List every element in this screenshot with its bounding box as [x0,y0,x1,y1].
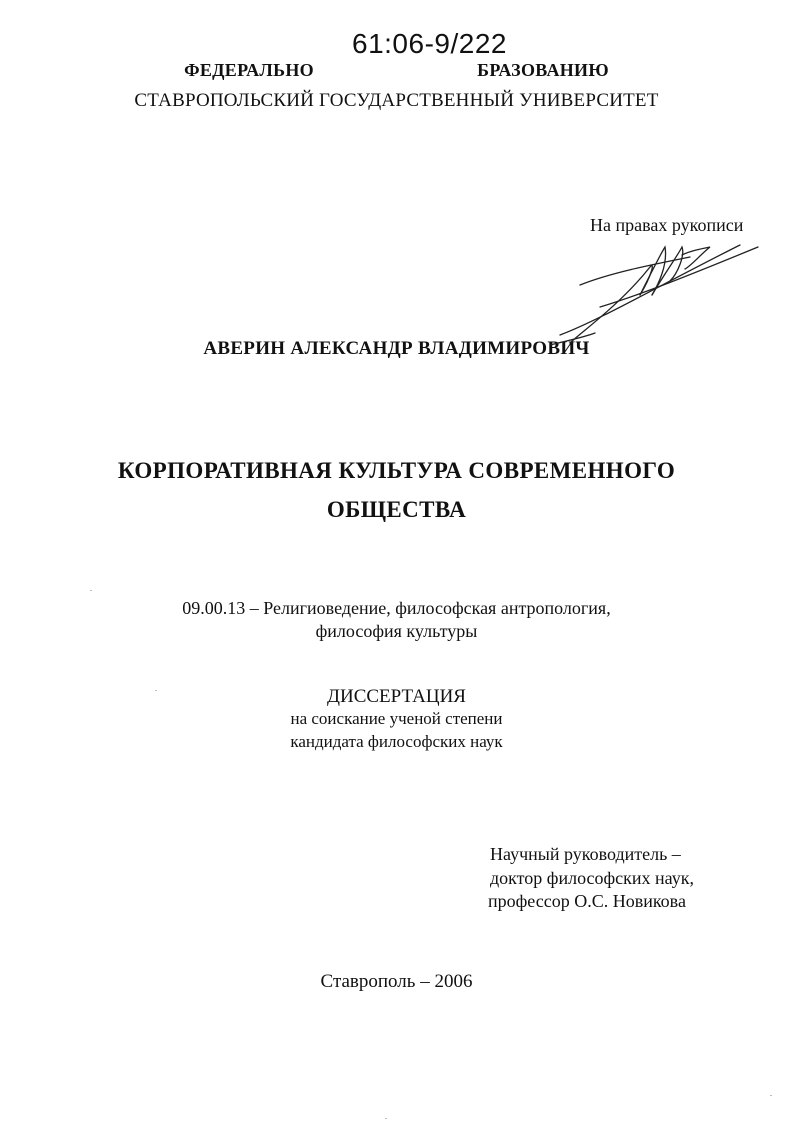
author-name: АВЕРИН АЛЕКСАНДР ВЛАДИМИРОВИЧ [203,338,590,359]
supervisor-name: профессор О.С. Новикова [488,891,686,911]
specialty-line-1: 09.00.13 – Религиоведение, философская антропология, [182,598,611,618]
signature-icon [540,225,770,350]
scan-speck [385,1118,387,1119]
university-name: СТАВРОПОЛЬСКИЙ ГОСУДАРСТВЕННЫЙ УНИВЕРСИТЕТ [134,90,659,111]
catalog-stamp: 61:06-9/222 [346,28,513,60]
place-and-year: Ставрополь – 2006 [320,971,473,992]
supervisor-degree: доктор философских наук, [490,868,694,888]
dissertation-heading: ДИССЕРТАЦИЯ [327,686,466,707]
specialty-line-2: философия культуры [315,621,478,641]
ministry-line: ФЕДЕРАЛЬНО БРАЗОВАНИЮ [184,60,609,80]
dissertation-title-line-2: ОБЩЕСТВА [326,497,467,522]
degree-line-1: на соискание ученой степени [290,709,503,728]
degree-line-2: кандидата философских наук [290,732,503,751]
scan-speck [770,1095,772,1096]
supervisor-role: Научный руководитель – [490,844,681,864]
scan-speck [90,590,92,591]
dissertation-title-line-1: КОРПОРАТИВНАЯ КУЛЬТУРА СОВРЕМЕННОГО [117,458,676,483]
rights-note: На правах рукописи [590,215,744,235]
scan-speck [155,690,157,691]
